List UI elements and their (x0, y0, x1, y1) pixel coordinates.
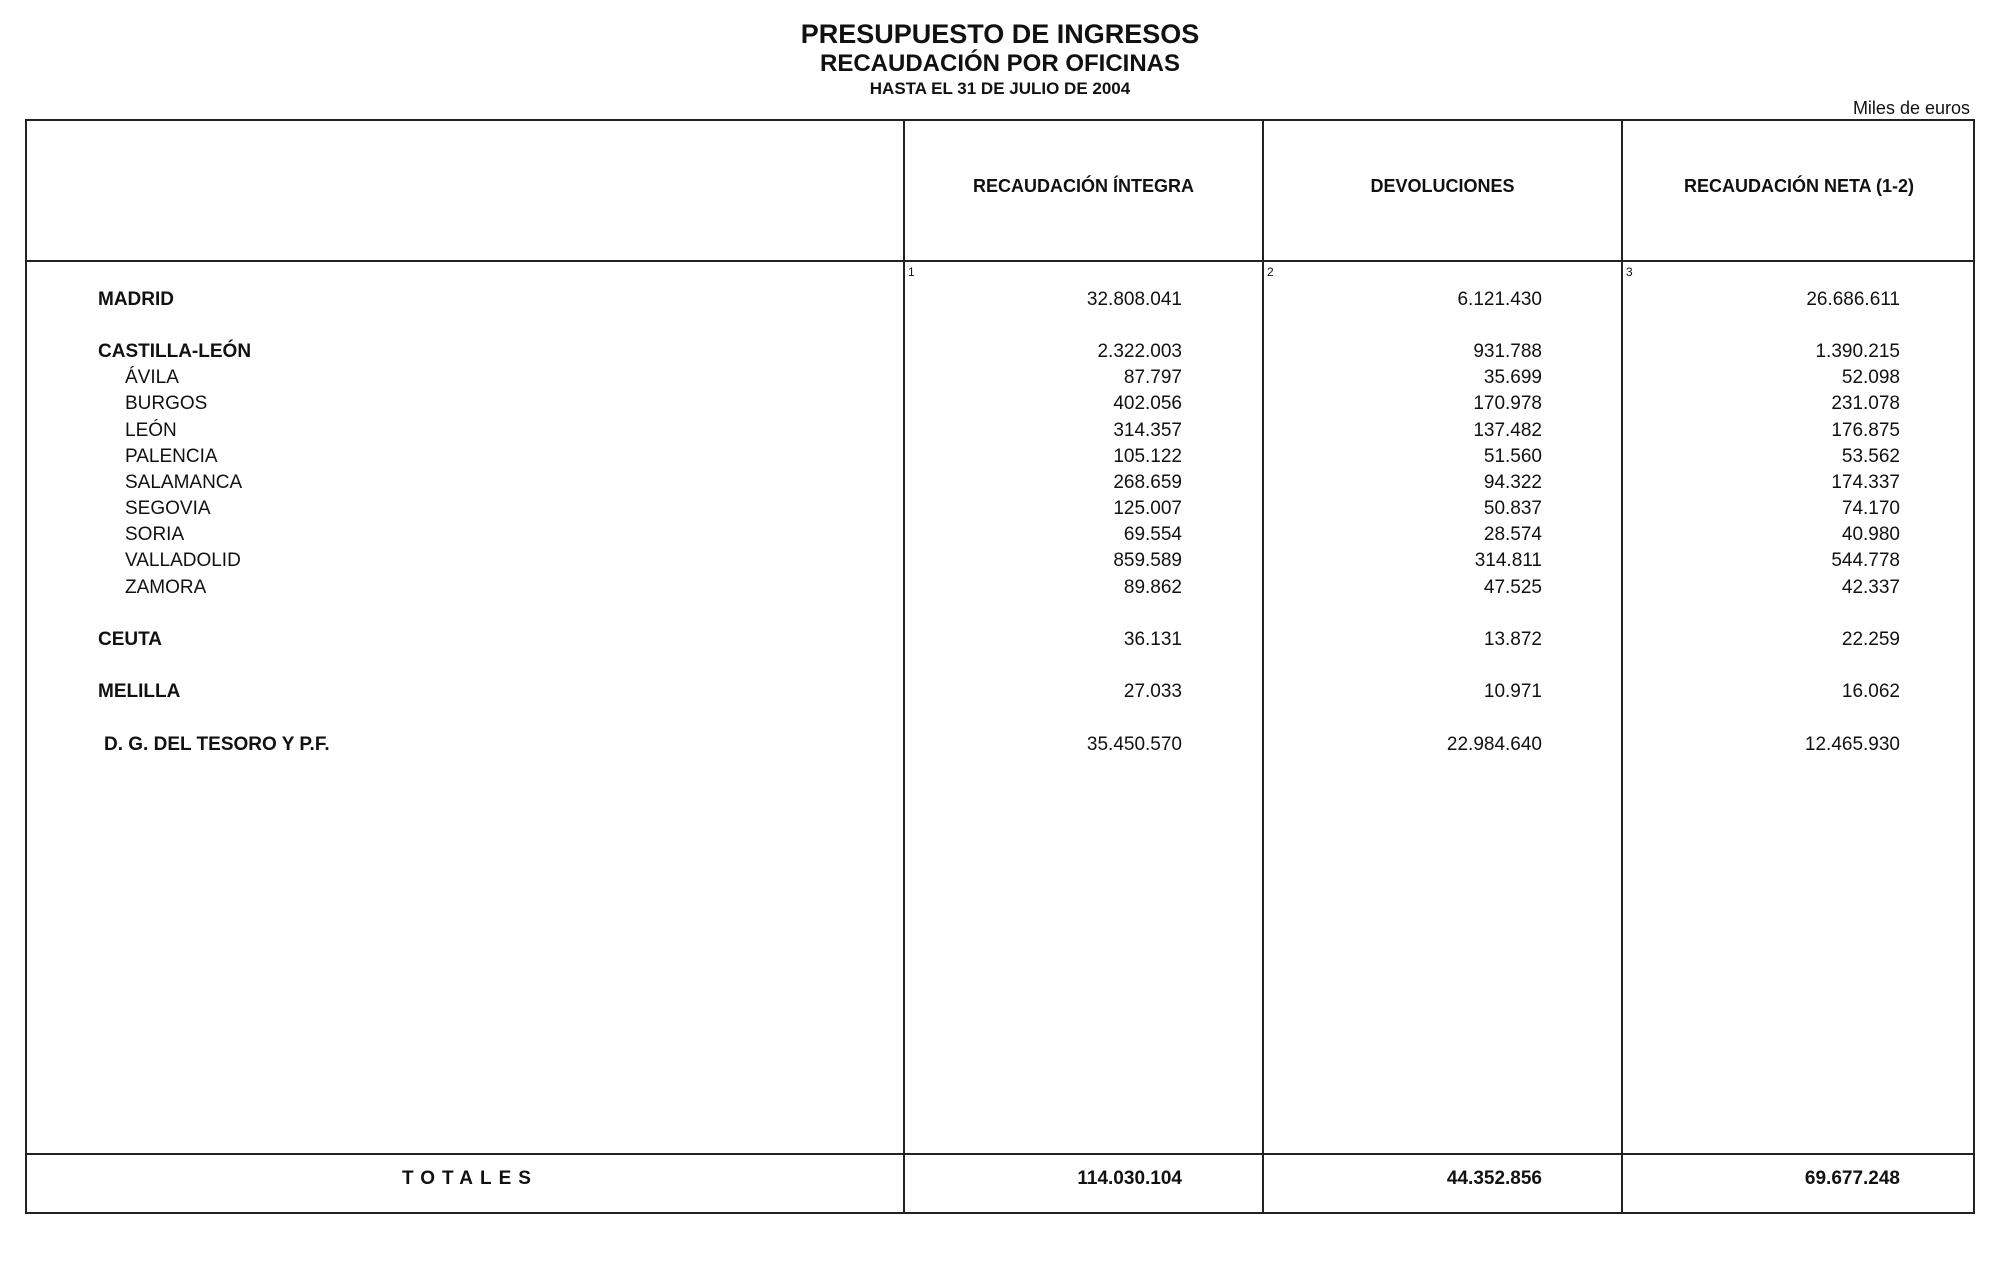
cell-devoluciones: 47.525 (1483, 577, 1542, 598)
row-label: MELILLA (98, 681, 181, 702)
totals-row (0, 1168, 2000, 1196)
column-divider (1621, 119, 1623, 1214)
table-row (0, 575, 2000, 601)
cell-devoluciones: 137.482 (1473, 420, 1542, 441)
cell-devoluciones: 170.978 (1473, 393, 1542, 414)
cell-devoluciones: 314.811 (1474, 550, 1542, 571)
total-integra: 114.030.104 (1077, 1168, 1182, 1189)
cell-neta: 544.778 (1831, 550, 1900, 571)
cell-integra: 87.797 (1123, 367, 1182, 388)
cell-integra: 314.357 (1113, 420, 1182, 441)
cell-integra: 859.589 (1113, 550, 1182, 571)
table-row (0, 444, 2000, 470)
table-row (0, 548, 2000, 574)
cell-devoluciones: 931.788 (1473, 341, 1542, 362)
cell-devoluciones: 28.574 (1483, 524, 1542, 545)
column-number: 3 (1626, 265, 1633, 279)
cell-integra: 36.131 (1123, 629, 1182, 650)
cell-neta: 176.875 (1831, 420, 1900, 441)
cell-neta: 53.562 (1841, 446, 1900, 467)
cell-integra: 69.554 (1123, 524, 1182, 545)
table-row (0, 496, 2000, 522)
table-row (0, 470, 2000, 496)
column-header-integra: RECAUDACIÓN ÍNTEGRA (972, 176, 1194, 196)
cell-integra: 2.322.003 (1097, 341, 1182, 362)
cell-neta: 174.337 (1831, 472, 1900, 493)
cell-neta: 74.170 (1841, 498, 1900, 519)
cell-neta: 12.465.930 (1804, 734, 1900, 755)
table-row (0, 679, 2000, 705)
table-row (0, 522, 2000, 548)
table-row (0, 391, 2000, 417)
row-label: D. G. DEL TESORO Y P.F. (104, 734, 330, 755)
cell-devoluciones: 51.560 (1483, 446, 1542, 467)
cell-integra: 125.007 (1113, 498, 1182, 519)
cell-integra: 27.033 (1123, 681, 1182, 702)
document-title: PRESUPUESTO DE INGRESOS (800, 19, 1200, 49)
cell-integra: 32.808.041 (1086, 289, 1182, 310)
column-header-neta: RECAUDACIÓN NETA (1-2) (1683, 176, 1914, 196)
table-row (0, 287, 2000, 313)
column-header-devoluciones: DEVOLUCIONES (1370, 176, 1515, 196)
document-subtitle: RECAUDACIÓN POR OFICINAS (819, 50, 1180, 77)
cell-devoluciones: 94.322 (1483, 472, 1542, 493)
table-frame (25, 119, 1975, 1214)
row-label: SORIA (125, 524, 185, 545)
cell-integra: 105.122 (1113, 446, 1182, 467)
row-label: LEÓN (125, 420, 177, 441)
totals-label: TOTALES (402, 1168, 538, 1189)
column-divider (1262, 119, 1264, 1214)
cell-neta: 40.980 (1841, 524, 1900, 545)
row-label: BURGOS (125, 393, 208, 414)
table-row (0, 339, 2000, 365)
document-header (0, 18, 2000, 100)
cell-integra: 402.056 (1113, 393, 1182, 414)
cell-integra: 89.862 (1123, 577, 1182, 598)
cell-devoluciones: 6.121.430 (1457, 289, 1542, 310)
column-divider (903, 119, 905, 1214)
cell-devoluciones: 50.837 (1483, 498, 1542, 519)
table-row (0, 732, 2000, 758)
row-label: ÁVILA (125, 367, 179, 388)
column-number: 2 (1267, 265, 1274, 279)
cell-devoluciones: 13.872 (1483, 629, 1542, 650)
cell-neta: 16.062 (1841, 681, 1900, 702)
row-label: SEGOVIA (125, 498, 211, 519)
cell-devoluciones: 22.984.640 (1446, 734, 1542, 755)
cell-neta: 42.337 (1841, 577, 1900, 598)
cell-neta: 1.390.215 (1815, 341, 1900, 362)
document-period: HASTA EL 31 DE JULIO DE 2004 (869, 79, 1131, 98)
row-label: MADRID (98, 289, 174, 310)
cell-neta: 231.078 (1831, 393, 1900, 414)
units-label: Miles de euros (1852, 98, 1970, 118)
row-label: CEUTA (98, 629, 163, 650)
cell-integra: 35.450.570 (1086, 734, 1182, 755)
row-label: VALLADOLID (125, 550, 241, 571)
table-row (0, 365, 2000, 391)
totals-divider (25, 1153, 1975, 1155)
cell-neta: 26.686.611 (1806, 289, 1900, 310)
row-label: CASTILLA-LEÓN (98, 341, 252, 362)
row-label: SALAMANCA (125, 472, 243, 493)
total-neta: 69.677.248 (1804, 1168, 1900, 1189)
row-label: PALENCIA (125, 446, 218, 467)
cell-devoluciones: 35.699 (1483, 367, 1542, 388)
header-divider (25, 260, 1975, 262)
total-devoluciones: 44.352.856 (1446, 1168, 1542, 1189)
table-row (0, 418, 2000, 444)
row-label: ZAMORA (125, 577, 207, 598)
column-number: 1 (908, 265, 915, 279)
cell-neta: 22.259 (1841, 629, 1900, 650)
cell-devoluciones: 10.971 (1483, 681, 1542, 702)
table-row (0, 627, 2000, 653)
cell-neta: 52.098 (1841, 367, 1900, 388)
cell-integra: 268.659 (1113, 472, 1182, 493)
